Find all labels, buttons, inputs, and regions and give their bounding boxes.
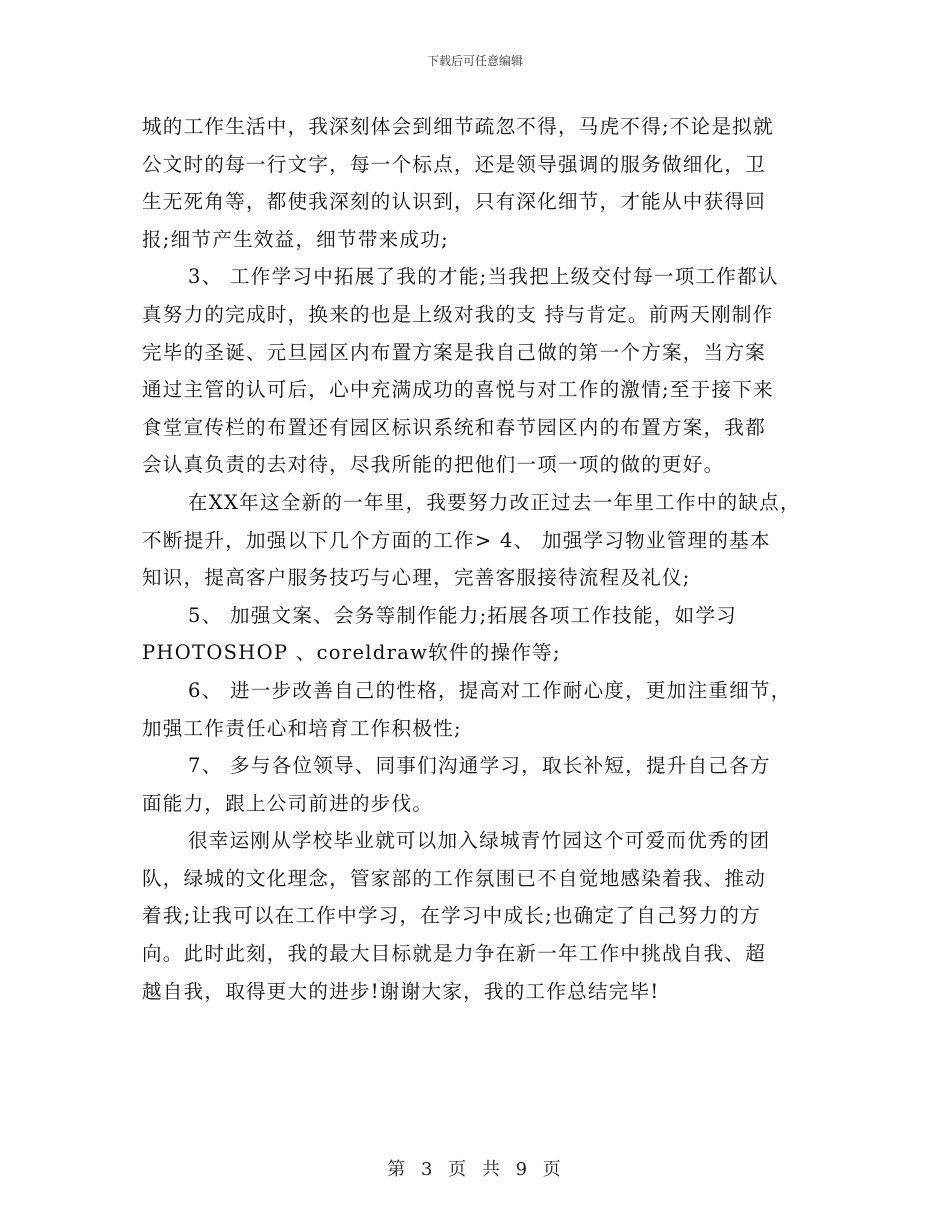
document-body	[142, 108, 818, 1010]
text-line: 完毕的圣诞、元旦园区内布置方案是我自己做的第一个方案，当方案	[142, 340, 767, 364]
text-line: 生无死角等，都使我深刻的认识到，只有深化细节，才能从中获得回	[142, 190, 767, 214]
text-line: 面能力，跟上公司前进的步伐。	[142, 791, 434, 815]
text-line: 加强工作责任心和培育工作积极性;	[142, 716, 462, 740]
text-line: 队，绿城的文化理念，管家部的工作氛围已不自觉地感染着我、推动	[142, 866, 767, 890]
text-line: 食堂宣传栏的布置还有园区标识系统和春节园区内的布置方案，我都	[142, 415, 767, 439]
text-line: 向。此时此刻，我的最大目标就是力争在新一年工作中挑战自我、超	[142, 942, 767, 966]
text-line: 不断提升，加强以下几个方面的工作> 4、 加强学习物业管理的基本	[142, 528, 771, 552]
text-line: 7、 多与各位领导、同事们沟通学习，取长补短，提升自己各方	[188, 754, 771, 778]
page-number: 第 3 页 共 9 页	[387, 1159, 563, 1180]
text-line: 报;细节产生效益，细节带来成功;	[142, 227, 449, 251]
text-line: PHOTOSHOP 、coreldraw软件的操作等;	[142, 641, 561, 665]
text-line: 知识，提高客户服务技巧与心理，完善客服接待流程及礼仪;	[142, 566, 691, 590]
text-line: 公文时的每一行文字，每一个标点，还是领导强调的服务做细化，卫	[142, 152, 767, 176]
page-header: 下载后可任意编辑	[426, 54, 523, 68]
text-line: 通过主管的认可后，心中充满成功的喜悦与对工作的激情;至于接下来	[142, 378, 774, 402]
text-line: 越自我，取得更大的进步!谢谢大家，我的工作总结完毕!	[142, 979, 660, 1003]
text-line: 真努力的完成时，换来的也是上级对我的支 持与肯定。前两天刚制作	[142, 302, 774, 326]
text-line: 6、 进一步改善自己的性格，提高对工作耐心度，更加注重细节，	[188, 678, 792, 702]
text-line: 3、 工作学习中拓展了我的才能;当我把上级交付每一项工作都认	[188, 265, 779, 289]
text-line: 在XX年这全新的一年里，我要努力改正过去一年里工作中的缺点，	[188, 490, 801, 514]
text-line: 5、 加强文案、会务等制作能力;拓展各项工作技能，如学习	[188, 603, 738, 627]
text-line: 着我;让我可以在工作中学习，在学习中成长;也确定了自己努力的方	[142, 904, 761, 928]
text-line: 很幸运刚从学校毕业就可以加入绿城青竹园这个可爱而优秀的团	[188, 829, 771, 853]
text-line: 城的工作生活中，我深刻体会到细节疏忽不得，马虎不得;不论是拟就	[142, 115, 774, 138]
text-line: 会认真负责的去对待，尽我所能的把他们一项一项的做的更好。	[142, 453, 725, 477]
